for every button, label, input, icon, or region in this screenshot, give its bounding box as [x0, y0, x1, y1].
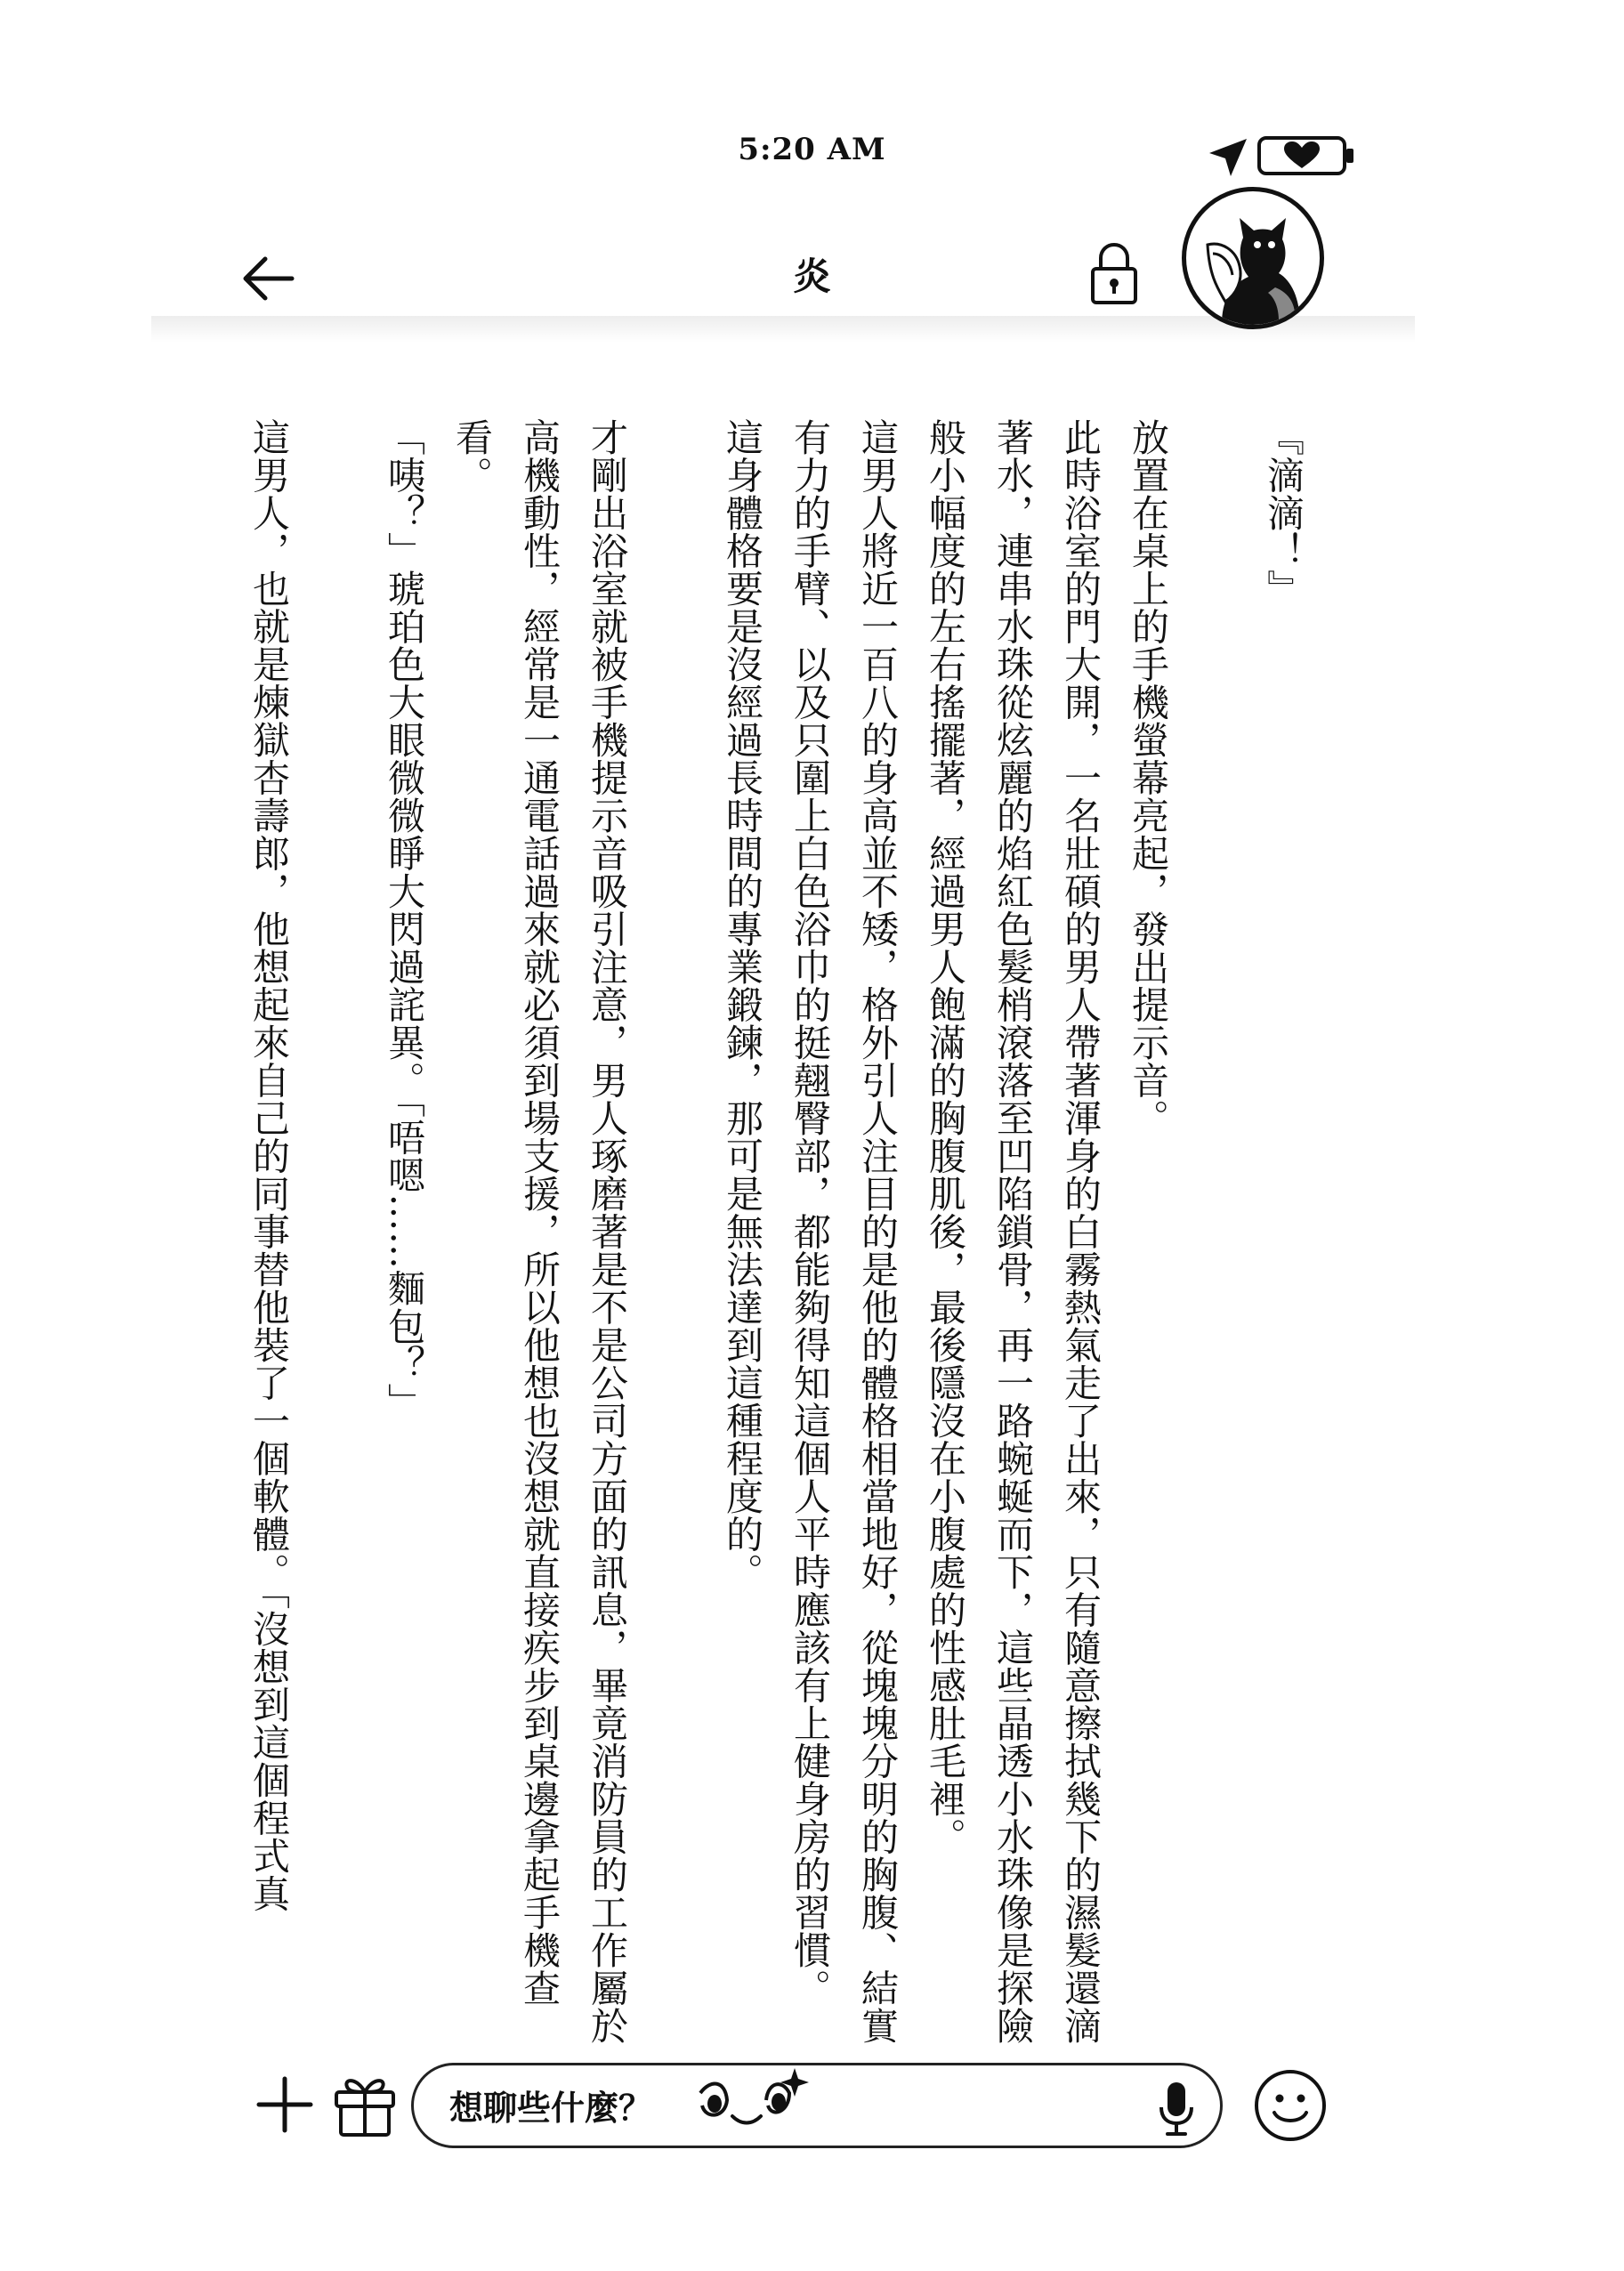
story-paragraph: 此時浴室的門大開，一名壯碩的男人帶著渾身的白霧熱氣走了出來，只有隨意擦拭幾下的濕髮還滴著水，連串水珠從炫麗的焰紅色髮梢滾落至凹陷鎖骨，再一路蜿蜒而下，這些晶透小水珠像是探險般小幅度的左右搖擺著，經過男人飽滿的胸腹肌後，最後隱沒在小腹處的性感肚毛裡。: [924, 418, 1103, 2045]
status-time: 5:20 AM: [738, 132, 886, 167]
heart-battery-icon: [1257, 135, 1355, 176]
emoji-button[interactable]: [1253, 2068, 1328, 2143]
message-placeholder: 想聊些什麼？: [449, 2088, 653, 2128]
gift-icon: [331, 2069, 399, 2138]
story-paragraph: 才剛出浴室就被手機提示音吸引注意，男人琢磨著是不是公司方面的訊息，畢竟消防員的工作屬於高機動性，經常是一通電話過來就必須到場支援，所以他想也沒想就直接疾步到桌邊拿起手機查看。: [450, 418, 629, 2045]
plus-icon: [254, 2073, 316, 2136]
gift-button[interactable]: [331, 2069, 399, 2138]
voice-input-button[interactable]: [1157, 2079, 1196, 2138]
location-arrow-icon: [1206, 135, 1250, 180]
cat-avatar: [1186, 191, 1320, 325]
story-paragraph: 這男人，也就是煉獄杏壽郎，他想起來自己的同事替他裝了一個軟體。「沒想到這個程式真: [247, 418, 291, 1912]
lock-icon: [1087, 240, 1141, 306]
add-button[interactable]: [254, 2073, 316, 2136]
story-paragraph: 這男人將近一百八的身高並不矮，格外引人注目的是他的體格相當地好，從塊塊分明的胸腹、結實有力的手臂、以及只圍上白色浴巾的挺翹臀部，都能夠得知這個人平時應該有上健身房的習慣。: [788, 418, 900, 2045]
page-title: 炎: [793, 255, 831, 298]
lock-button[interactable]: [1087, 240, 1141, 306]
avatar[interactable]: [1182, 187, 1324, 329]
face-sticker-icon: [690, 2065, 814, 2136]
story-paragraph: 『滴滴！』: [1262, 418, 1305, 608]
microphone-icon: [1157, 2079, 1196, 2138]
smiley-icon: [1253, 2068, 1328, 2143]
status-indicators: [1206, 133, 1357, 180]
story-paragraph: 「咦？」琥珀色大眼微微睜大閃過詫異。「唔嗯……麵包？」: [383, 418, 426, 1421]
story-paragraph: 這身體格要是沒經過長時間的專業鍛鍊，那可是無法達到這種程度的。: [721, 418, 764, 1591]
story-paragraph: 放置在桌上的手機螢幕亮起，發出提示音。: [1127, 418, 1170, 1137]
story-text: [235, 418, 1317, 2051]
